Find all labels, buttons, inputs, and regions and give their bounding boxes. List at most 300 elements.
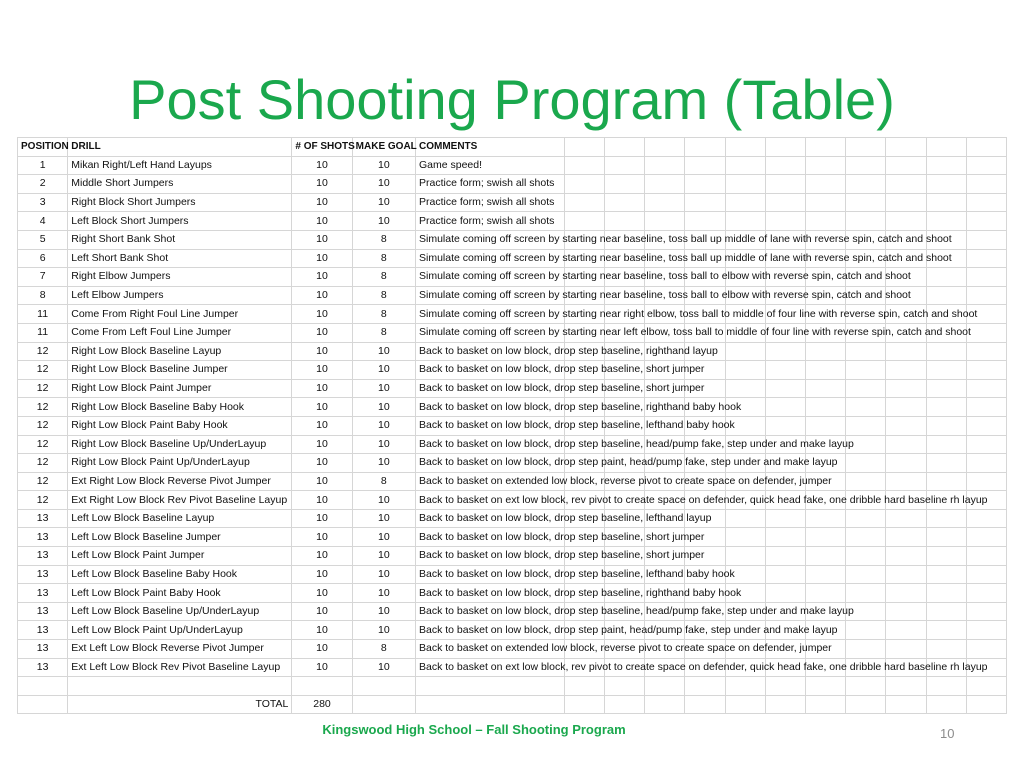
cell-shots: 10 [292, 547, 352, 566]
empty-cell [805, 212, 845, 231]
cell-drill: Middle Short Jumpers [68, 175, 292, 194]
cell-position: 1 [18, 156, 68, 175]
empty-cell [926, 565, 966, 584]
cell-drill: Come From Left Foul Line Jumper [68, 323, 292, 342]
empty-cell [886, 435, 926, 454]
empty-cell [846, 509, 886, 528]
cell-make-goal: 10 [352, 156, 415, 175]
table-row [18, 175, 1007, 194]
empty-cell [886, 565, 926, 584]
cell-shots: 10 [292, 398, 352, 417]
empty-cell [604, 156, 644, 175]
empty-cell [886, 472, 926, 491]
empty-cell [415, 677, 564, 696]
table-row [18, 305, 1007, 324]
header-drill: DRILL [68, 138, 292, 157]
cell-comment: Game speed! [415, 156, 564, 175]
cell-position: 7 [18, 268, 68, 287]
empty-cell [725, 677, 765, 696]
cell-shots: 10 [292, 249, 352, 268]
cell-shots: 10 [292, 268, 352, 287]
cell-drill: Left Low Block Baseline Layup [68, 509, 292, 528]
cell-position: 12 [18, 491, 68, 510]
cell-shots: 10 [292, 361, 352, 380]
cell-shots: 10 [292, 509, 352, 528]
total-label: TOTAL [68, 695, 292, 714]
empty-cell [926, 640, 966, 659]
cell-make-goal: 10 [352, 454, 415, 473]
empty-cell [926, 175, 966, 194]
cell-shots: 10 [292, 491, 352, 510]
table-row [18, 565, 1007, 584]
empty-cell [966, 677, 1006, 696]
empty-cell [926, 509, 966, 528]
empty-cell [966, 528, 1006, 547]
cell-position: 12 [18, 398, 68, 417]
cell-position: 11 [18, 305, 68, 324]
empty-cell [805, 342, 845, 361]
empty-cell [886, 156, 926, 175]
cell-position: 12 [18, 342, 68, 361]
empty-cell [805, 193, 845, 212]
empty-cell [886, 547, 926, 566]
cell-shots: 10 [292, 379, 352, 398]
empty-cell [765, 156, 805, 175]
empty-cell [846, 472, 886, 491]
cell-shots: 10 [292, 472, 352, 491]
empty-cell [926, 193, 966, 212]
empty-cell [725, 342, 765, 361]
cell-drill: Left Elbow Jumpers [68, 286, 292, 305]
empty-cell [966, 286, 1006, 305]
cell-comment: Simulate coming off screen by starting near baseline, toss ball to elbow with reverse spin, catch and shoot [415, 268, 564, 287]
empty-cell [846, 416, 886, 435]
empty-cell [725, 156, 765, 175]
empty-cell [725, 138, 765, 157]
header-comments: COMMENTS [415, 138, 564, 157]
slide-title: Post Shooting Program (Table) [129, 68, 895, 131]
empty-cell [725, 547, 765, 566]
empty-cell [725, 175, 765, 194]
cell-position: 13 [18, 565, 68, 584]
table-row [18, 584, 1007, 603]
cell-drill: Ext Left Low Block Reverse Pivot Jumper [68, 640, 292, 659]
empty-cell [846, 565, 886, 584]
empty-cell [966, 379, 1006, 398]
cell-shots: 10 [292, 658, 352, 677]
empty-cell [926, 398, 966, 417]
empty-cell [765, 212, 805, 231]
empty-cell [645, 193, 685, 212]
cell-position: 12 [18, 379, 68, 398]
table-row [18, 193, 1007, 212]
empty-cell [604, 212, 644, 231]
empty-cell [926, 286, 966, 305]
cell-comment: Back to basket on low block, drop step baseline, righthand layup [415, 342, 564, 361]
empty-cell [685, 138, 725, 157]
empty-cell [805, 528, 845, 547]
empty-cell [926, 379, 966, 398]
empty-cell [846, 584, 886, 603]
empty-cell [926, 212, 966, 231]
empty-cell [926, 138, 966, 157]
cell-comment: Simulate coming off screen by starting near left elbow, toss ball to middle of four line with reverse spin, catch and shoot [415, 323, 564, 342]
empty-cell [805, 565, 845, 584]
cell-comment: Back to basket on low block, drop step baseline, lefthand layup [415, 509, 564, 528]
empty-cell [846, 193, 886, 212]
cell-comment: Practice form; swish all shots [415, 175, 564, 194]
cell-drill: Right Low Block Paint Jumper [68, 379, 292, 398]
cell-shots: 10 [292, 286, 352, 305]
cell-make-goal: 8 [352, 286, 415, 305]
empty-cell [805, 361, 845, 380]
empty-cell [604, 138, 644, 157]
table-row [18, 509, 1007, 528]
empty-cell [886, 602, 926, 621]
empty-cell [926, 268, 966, 287]
empty-cell [966, 416, 1006, 435]
cell-make-goal: 10 [352, 379, 415, 398]
empty-cell [604, 695, 644, 714]
empty-cell [645, 156, 685, 175]
empty-cell [765, 565, 805, 584]
empty-cell [765, 509, 805, 528]
empty-cell [805, 695, 845, 714]
cell-comment: Back to basket on low block, drop step paint, head/pump fake, step under and make layup [415, 621, 564, 640]
empty-cell [846, 212, 886, 231]
empty-cell [564, 193, 604, 212]
cell-position: 8 [18, 286, 68, 305]
drill-table [17, 137, 1007, 714]
table-row [18, 528, 1007, 547]
cell-shots: 10 [292, 175, 352, 194]
empty-cell [846, 695, 886, 714]
cell-drill: Left Short Bank Shot [68, 249, 292, 268]
cell-drill: Right Low Block Baseline Baby Hook [68, 398, 292, 417]
cell-comment: Back to basket on low block, drop step baseline, short jumper [415, 528, 564, 547]
empty-cell [765, 379, 805, 398]
empty-cell [846, 361, 886, 380]
empty-cell [846, 454, 886, 473]
cell-position: 3 [18, 193, 68, 212]
table-row [18, 379, 1007, 398]
empty-cell [564, 156, 604, 175]
empty-cell [685, 156, 725, 175]
empty-cell [966, 435, 1006, 454]
empty-cell [966, 621, 1006, 640]
empty-cell [725, 212, 765, 231]
cell-drill: Right Low Block Baseline Jumper [68, 361, 292, 380]
empty-cell [966, 509, 1006, 528]
table-row [18, 286, 1007, 305]
cell-drill: Right Low Block Baseline Up/UnderLayup [68, 435, 292, 454]
empty-cell [846, 156, 886, 175]
empty-cell [805, 547, 845, 566]
empty-cell [765, 695, 805, 714]
empty-cell [352, 695, 415, 714]
cell-make-goal: 10 [352, 175, 415, 194]
cell-shots: 10 [292, 528, 352, 547]
cell-make-goal: 8 [352, 249, 415, 268]
empty-cell [966, 323, 1006, 342]
table-row [18, 212, 1007, 231]
empty-cell [765, 193, 805, 212]
cell-shots: 10 [292, 454, 352, 473]
empty-cell [765, 361, 805, 380]
cell-position: 11 [18, 323, 68, 342]
empty-cell [926, 695, 966, 714]
cell-position: 13 [18, 584, 68, 603]
empty-cell [926, 528, 966, 547]
empty-cell [604, 677, 644, 696]
empty-cell [725, 695, 765, 714]
header-shots: # OF SHOTS [292, 138, 352, 157]
empty-cell [966, 342, 1006, 361]
cell-make-goal: 10 [352, 602, 415, 621]
empty-cell [604, 193, 644, 212]
cell-drill: Left Block Short Jumpers [68, 212, 292, 231]
cell-shots: 10 [292, 565, 352, 584]
empty-cell [846, 640, 886, 659]
cell-shots: 10 [292, 435, 352, 454]
empty-cell [725, 379, 765, 398]
empty-cell [846, 677, 886, 696]
empty-cell [564, 175, 604, 194]
cell-position: 13 [18, 658, 68, 677]
table-row [18, 361, 1007, 380]
empty-cell [805, 398, 845, 417]
empty-cell [805, 677, 845, 696]
cell-comment: Back to basket on low block, drop step baseline, short jumper [415, 379, 564, 398]
empty-cell [765, 416, 805, 435]
cell-comment: Back to basket on ext low block, rev pivot to create space on defender, quick head fake, one dribble hard baseline rh layup [415, 658, 564, 677]
cell-make-goal: 8 [352, 640, 415, 659]
cell-drill: Right Short Bank Shot [68, 230, 292, 249]
cell-make-goal: 10 [352, 435, 415, 454]
cell-drill: Left Low Block Paint Baby Hook [68, 584, 292, 603]
empty-cell [765, 547, 805, 566]
table-row [18, 658, 1007, 677]
cell-comment: Simulate coming off screen by starting near right elbow, toss ball to middle of four line with reverse spin, catch and shoot [415, 305, 564, 324]
cell-shots: 10 [292, 342, 352, 361]
cell-comment: Back to basket on low block, drop step baseline, lefthand baby hook [415, 416, 564, 435]
empty-cell [886, 379, 926, 398]
cell-comment: Back to basket on low block, drop step baseline, lefthand baby hook [415, 565, 564, 584]
empty-cell [685, 193, 725, 212]
cell-make-goal: 10 [352, 509, 415, 528]
empty-cell [68, 677, 292, 696]
table-row [18, 640, 1007, 659]
empty-cell [805, 416, 845, 435]
cell-drill: Come From Right Foul Line Jumper [68, 305, 292, 324]
cell-comment: Back to basket on extended low block, reverse pivot to create space on defender, jumper [415, 640, 564, 659]
empty-cell [846, 621, 886, 640]
empty-cell [564, 677, 604, 696]
cell-make-goal: 10 [352, 658, 415, 677]
empty-cell [886, 342, 926, 361]
empty-cell [685, 677, 725, 696]
table-header-row [18, 138, 1007, 157]
cell-make-goal: 8 [352, 230, 415, 249]
cell-position: 12 [18, 435, 68, 454]
empty-cell [966, 212, 1006, 231]
empty-cell [645, 677, 685, 696]
empty-cell [765, 398, 805, 417]
empty-cell [966, 640, 1006, 659]
empty-cell [415, 695, 564, 714]
empty-cell [886, 398, 926, 417]
cell-shots: 10 [292, 323, 352, 342]
page-number: 10 [940, 726, 955, 741]
empty-cell [966, 584, 1006, 603]
empty-cell [886, 416, 926, 435]
cell-drill: Ext Right Low Block Rev Pivot Baseline Layup [68, 491, 292, 510]
cell-comment: Simulate coming off screen by starting near baseline, toss ball up middle of lane with reverse spin, catch and shoot [415, 230, 564, 249]
cell-comment: Back to basket on low block, drop step baseline, short jumper [415, 547, 564, 566]
header-make-goal: MAKE GOAL [352, 138, 415, 157]
table-total-row [18, 695, 1007, 714]
cell-make-goal: 10 [352, 547, 415, 566]
empty-cell [966, 398, 1006, 417]
cell-drill: Right Low Block Baseline Layup [68, 342, 292, 361]
empty-cell [886, 193, 926, 212]
cell-drill: Ext Right Low Block Reverse Pivot Jumper [68, 472, 292, 491]
table-row [18, 435, 1007, 454]
cell-drill: Left Low Block Baseline Baby Hook [68, 565, 292, 584]
cell-position: 13 [18, 509, 68, 528]
empty-cell [926, 454, 966, 473]
empty-cell [886, 640, 926, 659]
table-row [18, 342, 1007, 361]
cell-comment: Back to basket on low block, drop step baseline, head/pump fake, step under and make layup [415, 602, 564, 621]
cell-comment: Practice form; swish all shots [415, 193, 564, 212]
empty-cell [645, 695, 685, 714]
cell-position: 6 [18, 249, 68, 268]
empty-cell [805, 175, 845, 194]
cell-position: 2 [18, 175, 68, 194]
table-row [18, 249, 1007, 268]
cell-shots: 10 [292, 230, 352, 249]
header-position: POSITION [18, 138, 68, 157]
empty-cell [886, 212, 926, 231]
cell-make-goal: 10 [352, 212, 415, 231]
empty-cell [765, 528, 805, 547]
cell-shots: 10 [292, 156, 352, 175]
empty-cell [685, 212, 725, 231]
cell-comment: Back to basket on low block, drop step paint, head/pump fake, step under and make layup [415, 454, 564, 473]
empty-cell [926, 361, 966, 380]
cell-shots: 10 [292, 305, 352, 324]
cell-make-goal: 10 [352, 342, 415, 361]
empty-cell [805, 379, 845, 398]
empty-cell [352, 677, 415, 696]
empty-cell [564, 138, 604, 157]
cell-drill: Right Low Block Paint Baby Hook [68, 416, 292, 435]
cell-position: 12 [18, 472, 68, 491]
table-row [18, 416, 1007, 435]
empty-cell [966, 249, 1006, 268]
cell-comment: Back to basket on low block, drop step baseline, righthand baby hook [415, 398, 564, 417]
cell-comment: Back to basket on low block, drop step baseline, righthand baby hook [415, 584, 564, 603]
empty-cell [725, 193, 765, 212]
cell-comment: Back to basket on extended low block, reverse pivot to create space on defender, jumper [415, 472, 564, 491]
empty-cell [685, 695, 725, 714]
cell-comment: Simulate coming off screen by starting near baseline, toss ball up middle of lane with reverse spin, catch and shoot [415, 249, 564, 268]
cell-make-goal: 10 [352, 528, 415, 547]
cell-make-goal: 10 [352, 491, 415, 510]
empty-cell [926, 472, 966, 491]
table-row [18, 156, 1007, 175]
empty-cell [846, 138, 886, 157]
table-row [18, 472, 1007, 491]
table-row [18, 323, 1007, 342]
cell-position: 13 [18, 621, 68, 640]
empty-cell [725, 509, 765, 528]
empty-cell [765, 677, 805, 696]
empty-cell [765, 138, 805, 157]
empty-cell [846, 175, 886, 194]
empty-cell [645, 138, 685, 157]
empty-cell [765, 584, 805, 603]
empty-cell [966, 547, 1006, 566]
cell-make-goal: 8 [352, 305, 415, 324]
cell-position: 13 [18, 602, 68, 621]
empty-cell [765, 342, 805, 361]
empty-cell [886, 509, 926, 528]
empty-cell [926, 621, 966, 640]
cell-position: 12 [18, 361, 68, 380]
table-row [18, 547, 1007, 566]
empty-cell [292, 677, 352, 696]
empty-cell [805, 509, 845, 528]
cell-make-goal: 10 [352, 416, 415, 435]
cell-drill: Mikan Right/Left Hand Layups [68, 156, 292, 175]
empty-cell [765, 175, 805, 194]
empty-cell [966, 175, 1006, 194]
empty-cell [966, 695, 1006, 714]
cell-position: 13 [18, 547, 68, 566]
empty-cell [805, 584, 845, 603]
empty-cell [564, 212, 604, 231]
cell-comment: Practice form; swish all shots [415, 212, 564, 231]
table-row [18, 491, 1007, 510]
table-row [18, 230, 1007, 249]
empty-cell [926, 547, 966, 566]
empty-cell [926, 435, 966, 454]
empty-cell [846, 547, 886, 566]
empty-cell [564, 695, 604, 714]
empty-cell [886, 695, 926, 714]
empty-cell [966, 602, 1006, 621]
empty-cell [725, 528, 765, 547]
empty-cell [966, 156, 1006, 175]
cell-drill: Right Low Block Paint Up/UnderLayup [68, 454, 292, 473]
cell-make-goal: 8 [352, 472, 415, 491]
cell-shots: 10 [292, 212, 352, 231]
cell-make-goal: 10 [352, 361, 415, 380]
cell-shots: 10 [292, 602, 352, 621]
cell-position: 13 [18, 528, 68, 547]
cell-comment: Back to basket on ext low block, rev pivot to create space on defender, quick head fake, one dribble hard baseline rh layup [415, 491, 564, 510]
cell-make-goal: 10 [352, 584, 415, 603]
empty-cell [725, 361, 765, 380]
table-row [18, 602, 1007, 621]
cell-comment: Simulate coming off screen by starting near baseline, toss ball to elbow with reverse spin, catch and shoot [415, 286, 564, 305]
cell-shots: 10 [292, 416, 352, 435]
cell-position: 4 [18, 212, 68, 231]
empty-cell [966, 565, 1006, 584]
empty-cell [886, 584, 926, 603]
